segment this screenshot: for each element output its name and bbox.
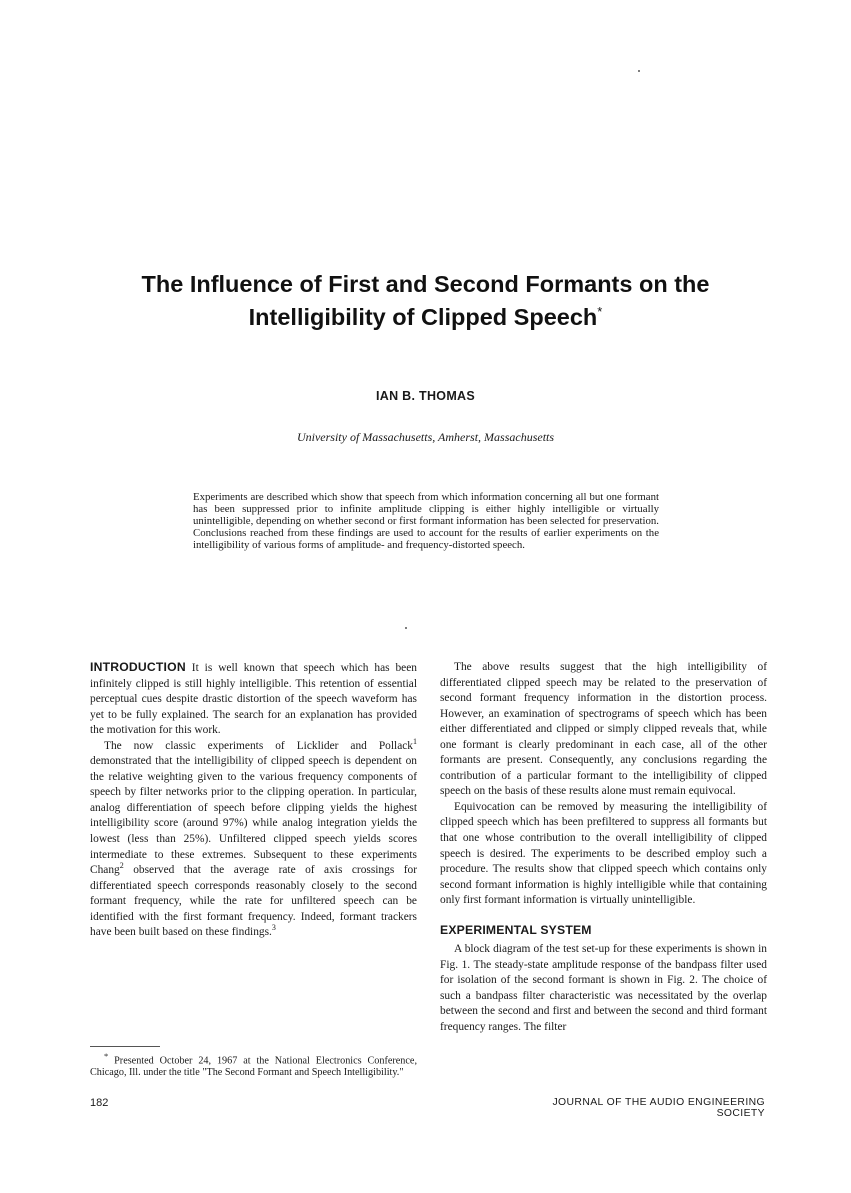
scan-speck (638, 70, 640, 72)
footnote-rule (90, 1046, 160, 1047)
reference-marker: 1 (413, 736, 417, 746)
footnote (90, 1050, 417, 1079)
title-line-1: The Influence of First and Second Formants on the (141, 271, 710, 297)
section-heading-experimental-system: EXPERIMENTAL SYSTEM (440, 922, 592, 937)
paragraph (90, 736, 417, 941)
paragraph-text: observed that the average rate of axis crossings for differentiated speech corresponds reasonably closely to the second formant frequency, while the rate for unfiltered speech can be identified with the first formant frequency. Indeed, formant trackers have been built based on these findings. (90, 864, 417, 939)
footnote-body: Presented October 24, 1967 at the National Electronics Conference, Chicago, Ill. under the title "The Second Formant and Speech Intelligibility." (90, 1055, 417, 1079)
journal-name: JOURNAL OF THE AUDIO ENGINEERING SOCIETY (552, 1097, 765, 1119)
body-column-right (440, 660, 767, 1036)
body-column-left (90, 660, 417, 941)
paragraph (90, 660, 417, 739)
page-number: 182 (90, 1097, 109, 1109)
author-name: IAN B. THOMAS (375, 389, 476, 403)
title-footnote-marker: * (597, 304, 603, 320)
title-line-2 (60, 301, 791, 334)
abstract: Experiments are described which show that speech from which information concerning all but one formant has been suppressed prior to infinite amplitude clipping is either highly intelligible or virtually unintelligible, depending on whether second or first formant information has been selected for preservation. Conclusions reached from these findings are used to account for the results of earlier experiments on the intelligibility of various forms of amplitude- and frequency-distorted speech. (193, 491, 659, 552)
paragraph: The above results suggest that the high intelligibility of differentiated clipped speech may be related to the preservation of second formant frequency information in the distortion process. However, an examination of spectrograms of speech which has been either differentiated and clipped or simply clipped reveals that, while one formant is clearly predominant in each case, all of the other formants are present. Consequently, any conclusions regarding the contribution of a particular formant to the intelligibility of clipped speech on the basis of these results alone must remain equivocal. (440, 661, 767, 798)
paper-title (60, 268, 791, 334)
footnote-marker: * (104, 1051, 109, 1061)
section-heading-introduction: INTRODUCTION (90, 660, 186, 674)
paragraph: A block diagram of the test set-up for these experiments is shown in Fig. 1. The steady-state amplitude response of the bandpass filter used for isolation of the second formant is shown in Fig. 2. The choice of such a bandpass filter characteristic was necessitated by the overlap between the second and first and between the second and third formant frequency ranges. The filter (440, 943, 767, 1034)
paragraph-text: The now classic experiments of Licklider and Pollack (104, 739, 413, 752)
author-affiliation: University of Massachusetts, Amherst, Massachusetts (296, 430, 555, 444)
title-line-2-text: Intelligibility of Clipped Speech (248, 304, 598, 330)
paragraph: Equivocation can be removed by measuring the intelligibility of clipped speech which has been prefiltered to suppress all formants but that one whose contribution to the overall intelligibility of clipped speech is desired. The experiments to be described employ such a procedure. The results show that clipped speech which contains only second formant information is highly intelligible while that containing only first formant information is virtually unintelligible. (440, 800, 767, 907)
scan-speck (405, 627, 407, 629)
reference-marker: 2 (119, 861, 124, 871)
footnote-text (90, 1050, 417, 1079)
paragraph-text: It is well known that speech which has been infinitely clipped is still highly intelligible. This retention of essential perceptual cues despite drastic distortion of the speech waveform has yet to be fully explained. The search for an explanation has provided the motivation for this work. (90, 662, 417, 737)
paragraph-text: demonstrated that the intelligibility of clipped speech is dependent on the relative weighting given to the various frequency components of speech by filter networks prior to the clipping operation. In particular, analog differentiation of speech before clipping yields the highest intelligibility score (around 97%) while analog integration yields the lowest (less than 25%). Unfiltered clipped speech yields scores intermediate to these extremes. Subsequent to these experiments Chang (90, 755, 417, 877)
reference-marker: 3 (271, 923, 276, 933)
